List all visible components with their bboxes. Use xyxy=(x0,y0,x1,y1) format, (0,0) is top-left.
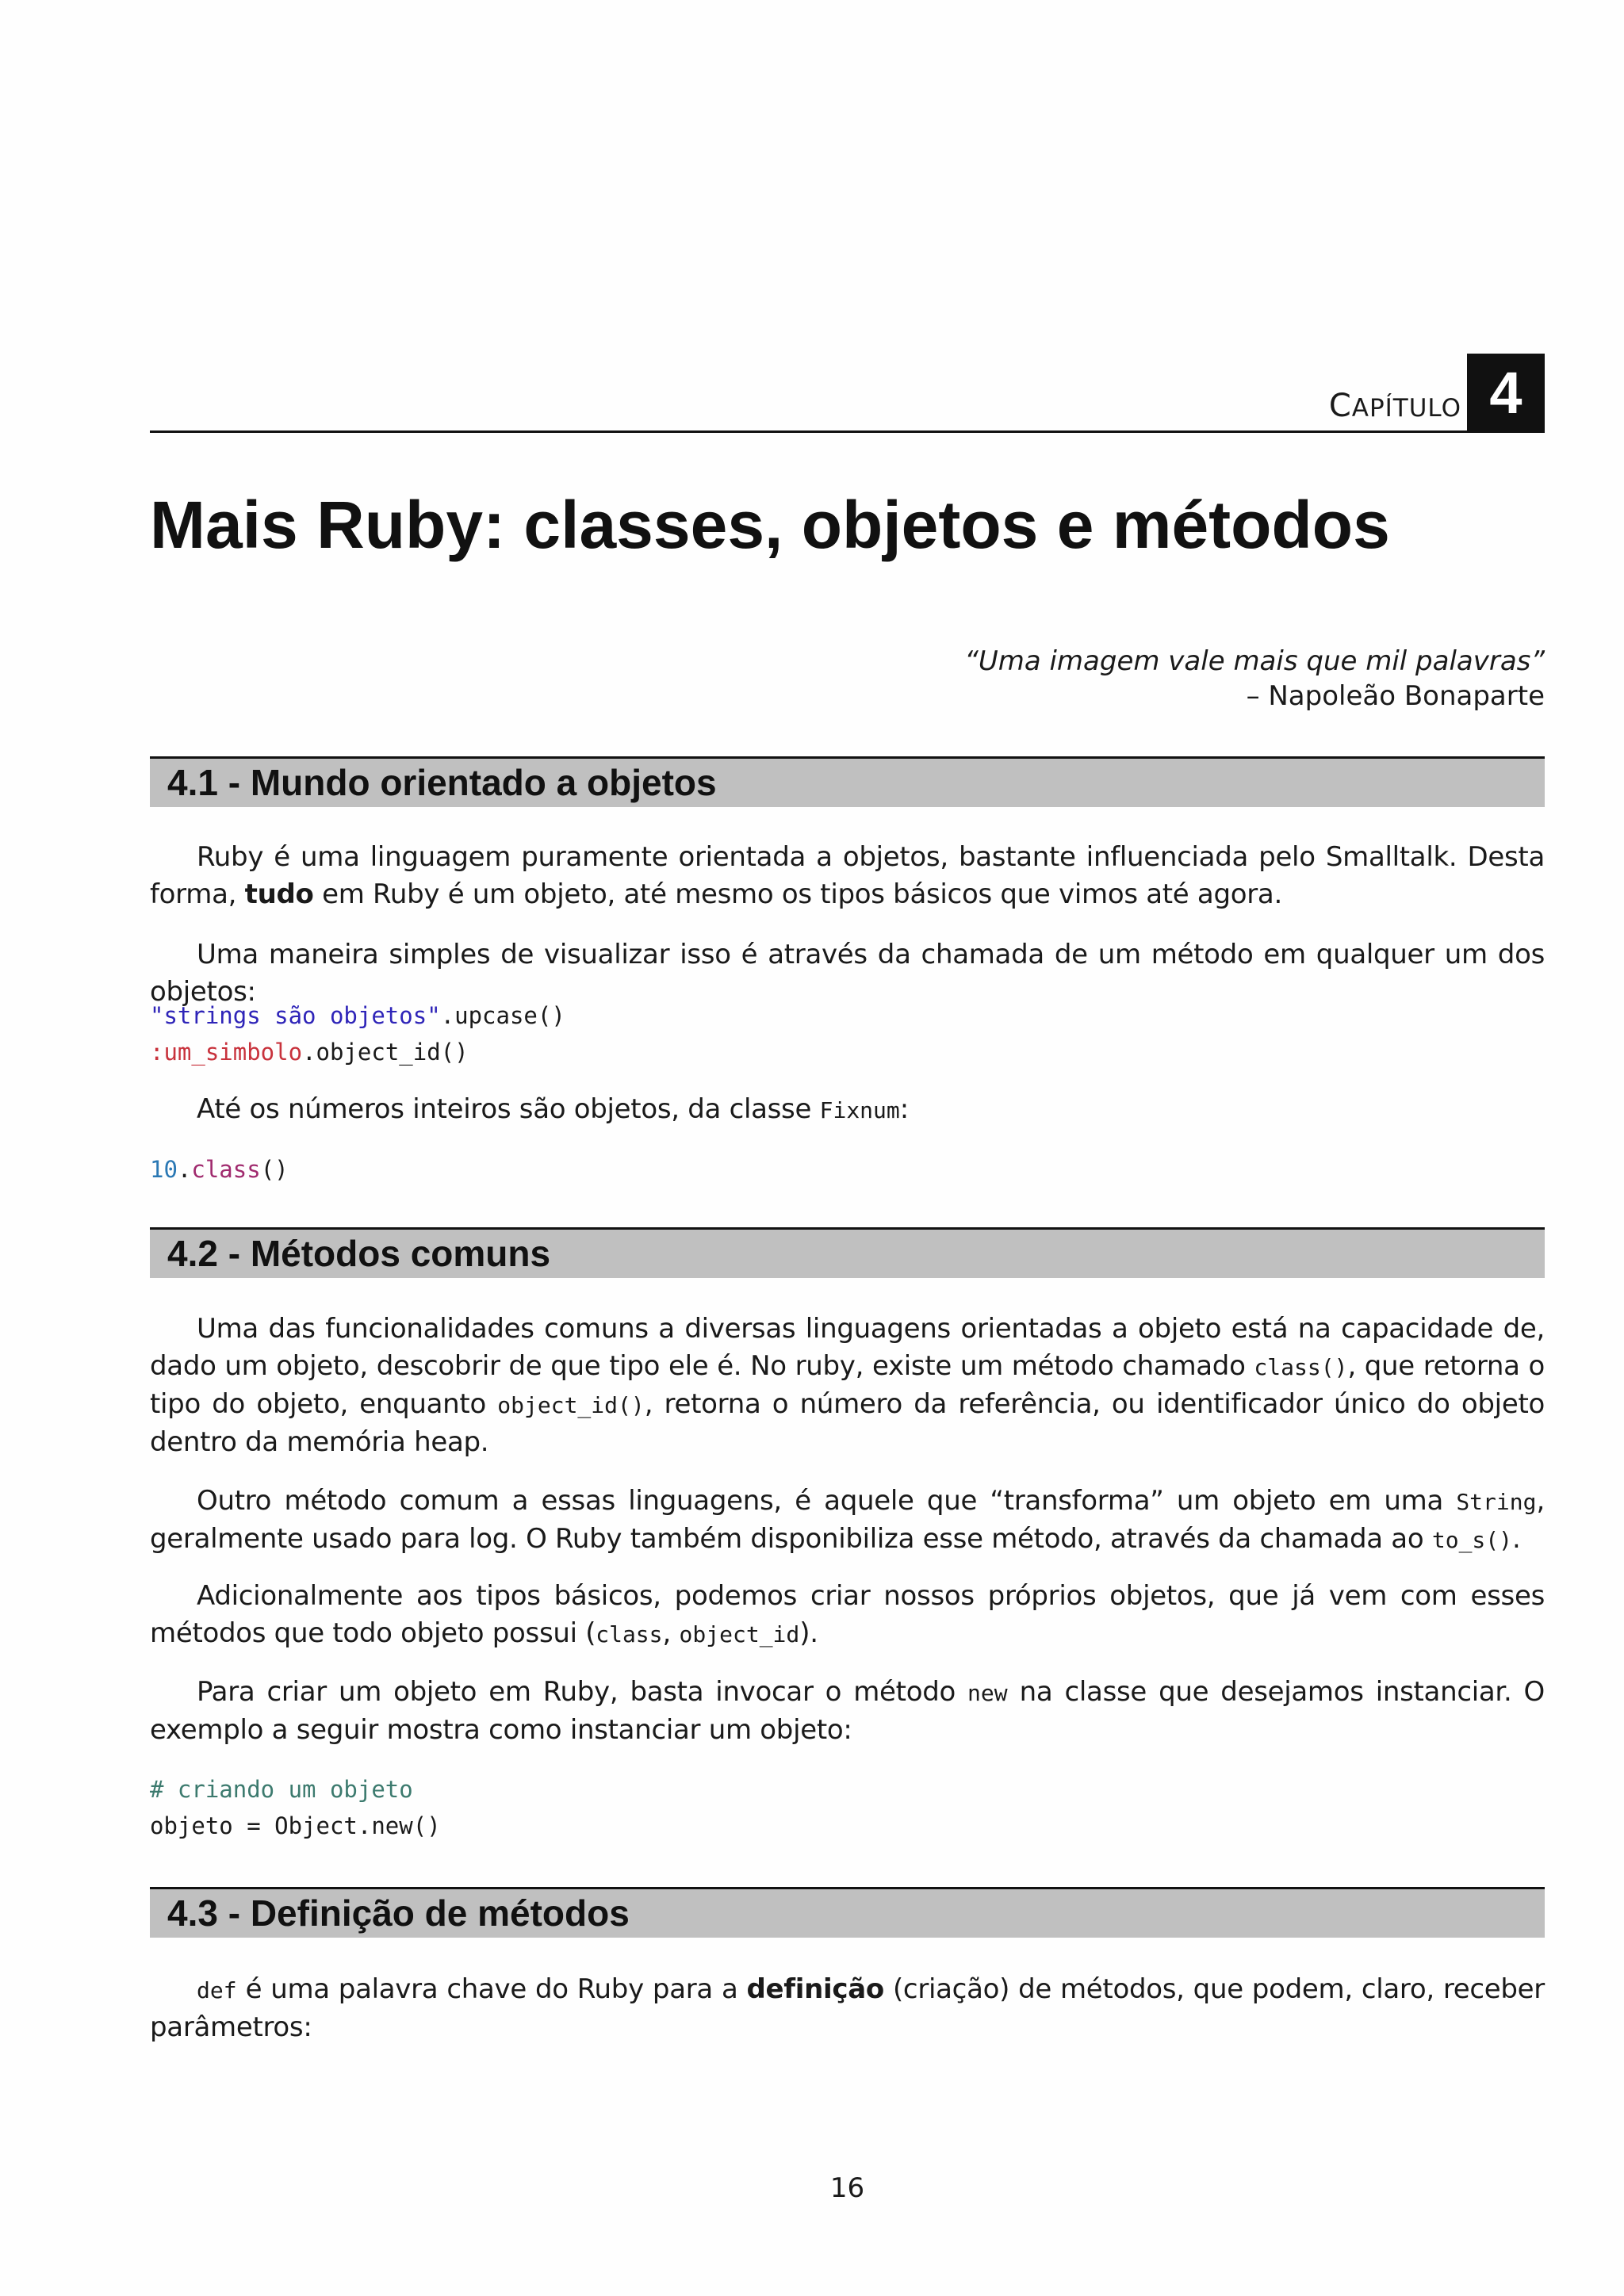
epigraph-author: – Napoleão Bonaparte xyxy=(1246,680,1545,712)
paragraph: Outro método comum a essas linguagens, é aquele que “transforma” um objeto em uma String, geralmente usado para log. O Ruby também disponibiliza esse método, através da chamada ao to_s(). xyxy=(150,1485,1545,1555)
section-header-4-2 xyxy=(150,1227,1545,1278)
paragraph: Uma maneira simples de visualizar isso é através da chamada de um método em qualquer um dos objetos: xyxy=(150,939,1545,1008)
chapter-label: CAPÍTULO xyxy=(1328,388,1461,424)
page-number: 16 xyxy=(829,2172,865,2204)
code-block xyxy=(150,997,565,1070)
chapter-rule xyxy=(150,430,1545,433)
section-header-4-1 xyxy=(150,756,1545,807)
section-title: 4.3 - Definição de métodos xyxy=(167,1892,630,1934)
code-block xyxy=(150,1771,441,1844)
document-page xyxy=(150,0,1545,2296)
epigraph xyxy=(964,644,1545,714)
code-block xyxy=(150,1151,289,1188)
paragraph: Até os números inteiros são objetos, da classe Fixnum: xyxy=(197,1093,909,1125)
code-line: :um_simbolo.object_id() xyxy=(150,1039,469,1066)
code-line: 10.class() xyxy=(150,1156,289,1183)
chapter-number: 4 xyxy=(1467,354,1545,433)
code-line: "strings são objetos".upcase() xyxy=(150,1002,565,1029)
section-header-4-3 xyxy=(150,1887,1545,1938)
code-line: objeto = Object.new() xyxy=(150,1812,441,1839)
paragraph: Uma das funcionalidades comuns a diversas linguagens orientadas a objeto está na capacidade de, dado um objeto, descobrir de que tipo ele é. No ruby, existe um método chamado class(), que retorna o tipo do objeto, enquanto object_id(), retorna o número da referência, ou identificador único do objeto dentro da memória heap. xyxy=(150,1313,1545,1458)
paragraph: def é uma palavra chave do Ruby para a definição (criação) de métodos, que podem, claro, receber parâmetros: xyxy=(150,1973,1545,2043)
section-title: 4.1 - Mundo orientado a objetos xyxy=(167,762,717,803)
paragraph: Adicionalmente aos tipos básicos, podemos criar nossos próprios objetos, que já vem com esses métodos que todo objeto possui (class, object_id). xyxy=(150,1580,1545,1649)
paragraph: Ruby é uma linguagem puramente orientada a objetos, bastante influenciada pelo Smalltalk. Desta forma, tudo em Ruby é um objeto, até mesmo os tipos básicos que vimos até agora. xyxy=(150,841,1545,910)
code-comment: # criando um objeto xyxy=(150,1776,413,1803)
section-title: 4.2 - Métodos comuns xyxy=(167,1233,551,1274)
epigraph-quote: “Uma imagem vale mais que mil palavras” xyxy=(964,645,1545,677)
chapter-header xyxy=(150,354,1545,433)
chapter-title: Mais Ruby: classes, objetos e métodos xyxy=(150,488,1390,562)
paragraph: Para criar um objeto em Ruby, basta invocar o método new na classe que desejamos instanciar. O exemplo a seguir mostra como instanciar um objeto: xyxy=(150,1676,1545,1746)
